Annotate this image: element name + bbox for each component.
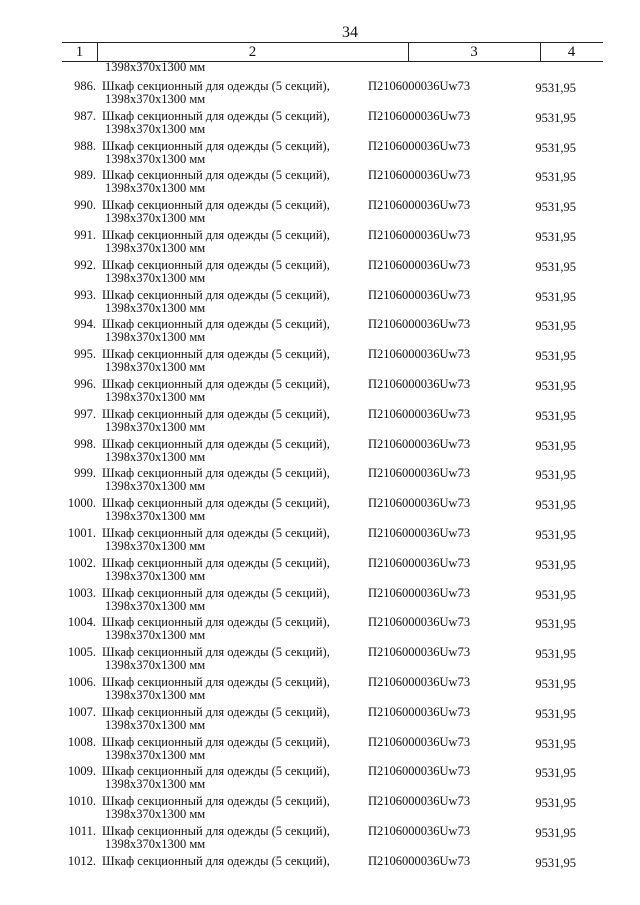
row-description: Шкаф секционный для одежды (5 секций), xyxy=(102,704,330,719)
row-dimensions: 1398x370x1300 мм xyxy=(105,628,206,643)
row-description: Шкаф секционный для одежды (5 секций), xyxy=(102,824,330,838)
row-dimensions: 1398x370x1300 мм xyxy=(105,807,206,822)
row-dimensions: 1398x370x1300 мм xyxy=(105,390,206,404)
row-code: П2106000036Uw73 xyxy=(368,108,471,123)
row-description: Шкаф секционный для одежды (5 секций), xyxy=(102,257,330,272)
table-row xyxy=(0,256,640,286)
table-row xyxy=(0,822,640,852)
table-row xyxy=(0,226,640,256)
row-code: П2106000036Uw73 xyxy=(368,347,471,362)
row-number: 991. xyxy=(74,228,96,242)
row-number: 999. xyxy=(74,466,96,481)
row-code: П2106000036Uw73 xyxy=(368,138,471,153)
row-number: 998. xyxy=(74,436,96,451)
row-code: П2106000036Uw73 xyxy=(368,198,471,213)
row-description: Шкаф секционный для одежды (5 секций), xyxy=(102,764,330,779)
table-row xyxy=(0,494,640,524)
row-description: Шкаф секционный для одежды (5 секций), xyxy=(102,734,330,749)
row-code: П2106000036Uw73 xyxy=(368,794,471,809)
row-code: П2106000036Uw73 xyxy=(368,704,471,719)
row-number: 1005. xyxy=(67,645,96,660)
row-description: Шкаф секционный для одежды (5 секций), xyxy=(102,168,330,183)
row-dimensions: 1398x370x1300 мм xyxy=(105,300,206,315)
row-dimensions: 1398x370x1300 мм xyxy=(105,688,206,702)
header-divider xyxy=(408,43,409,61)
row-number: 992. xyxy=(74,257,96,272)
row-code: П2106000036Uw73 xyxy=(368,526,471,540)
row-price: 9531,95 xyxy=(535,647,576,662)
row-code: П2106000036Uw73 xyxy=(368,317,471,332)
row-number: 1003. xyxy=(67,585,96,600)
header-divider xyxy=(540,43,541,61)
row-price: 9531,95 xyxy=(535,587,576,602)
row-dimensions: 1398x370x1300 мм xyxy=(105,211,206,226)
row-description: Шкаф секционный для одежды (5 секций), xyxy=(102,228,330,242)
row-dimensions: 1398x370x1300 мм xyxy=(105,270,206,285)
table-row xyxy=(0,315,640,345)
row-number: 996. xyxy=(74,377,96,391)
row-price: 9531,95 xyxy=(535,617,576,632)
table-row xyxy=(0,107,640,137)
table-row xyxy=(0,375,640,405)
table-row xyxy=(0,554,640,584)
row-description: Шкаф секционный для одежды (5 секций), xyxy=(102,406,330,421)
row-price: 9531,95 xyxy=(535,498,576,513)
row-code: П2106000036Uw73 xyxy=(368,377,471,391)
table-row xyxy=(0,166,640,196)
row-dimensions: 1398x370x1300 мм xyxy=(105,92,206,106)
row-price: 9531,95 xyxy=(535,319,576,334)
table-row xyxy=(0,464,640,494)
row-number: 1006. xyxy=(67,675,96,689)
row-description: Шкаф секционный для одежды (5 секций), xyxy=(102,675,330,689)
page-number: 34 xyxy=(342,24,358,41)
row-number: 995. xyxy=(74,347,96,362)
row-number: 989. xyxy=(74,168,96,183)
table-row xyxy=(0,405,640,435)
row-code: П2106000036Uw73 xyxy=(368,228,471,242)
row-description: Шкаф секционный для одежды (5 секций), xyxy=(102,555,330,570)
row-code: П2106000036Uw73 xyxy=(368,496,471,511)
row-dimensions: 1398x370x1300 мм xyxy=(105,598,206,613)
row-description: Шкаф секционный для одежды (5 секций), xyxy=(102,615,330,630)
row-code: П2106000036Uw73 xyxy=(368,824,471,838)
row-code: П2106000036Uw73 xyxy=(368,615,471,630)
table-row xyxy=(0,613,640,643)
row-dimensions: 1398x370x1300 мм xyxy=(105,419,206,434)
row-number: 986. xyxy=(74,79,96,93)
row-dimensions: 1398x370x1300 мм xyxy=(105,777,206,792)
continuation-line: 1398x370x1300 мм xyxy=(105,60,206,74)
row-number: 1007. xyxy=(67,704,96,719)
row-dimensions: 1398x370x1300 мм xyxy=(105,360,206,375)
row-number: 988. xyxy=(74,138,96,153)
row-price: 9531,95 xyxy=(535,200,576,215)
table-row xyxy=(0,673,640,703)
row-description: Шкаф секционный для одежды (5 секций), xyxy=(102,496,330,511)
table-row xyxy=(0,435,640,465)
row-price: 9531,95 xyxy=(535,259,576,274)
row-description: Шкаф секционный для одежды (5 секций), xyxy=(102,138,330,153)
row-dimensions: 1398x370x1300 мм xyxy=(105,330,206,345)
row-code: П2106000036Uw73 xyxy=(368,79,471,93)
row-description: Шкаф секционный для одежды (5 секций), xyxy=(102,317,330,332)
row-description: Шкаф секционный для одежды (5 секций), xyxy=(102,645,330,660)
row-code: П2106000036Uw73 xyxy=(368,555,471,570)
row-price: 9531,95 xyxy=(535,379,576,393)
row-description: Шкаф секционный для одежды (5 секций), xyxy=(102,377,330,391)
row-code: П2106000036Uw73 xyxy=(368,853,471,868)
row-description: Шкаф секционный для одежды (5 секций), xyxy=(102,79,330,93)
row-description: Шкаф секционный для одежды (5 секций), xyxy=(102,526,330,540)
row-number: 1000. xyxy=(67,496,96,511)
row-price: 9531,95 xyxy=(535,408,576,423)
row-price: 9531,95 xyxy=(535,289,576,304)
row-number: 993. xyxy=(74,287,96,302)
header-divider xyxy=(97,43,98,61)
row-price: 9531,95 xyxy=(535,677,576,691)
row-code: П2106000036Uw73 xyxy=(368,675,471,689)
row-number: 1008. xyxy=(67,734,96,749)
row-number: 1012. xyxy=(67,853,96,868)
row-dimensions: 1398x370x1300 мм xyxy=(105,509,206,524)
row-number: 1009. xyxy=(67,764,96,779)
row-dimensions: 1398x370x1300 мм xyxy=(105,539,206,553)
table-row xyxy=(0,286,640,316)
row-code: П2106000036Uw73 xyxy=(368,645,471,660)
row-code: П2106000036Uw73 xyxy=(368,287,471,302)
row-number: 990. xyxy=(74,198,96,213)
row-dimensions: 1398x370x1300 мм xyxy=(105,837,206,851)
table-row xyxy=(0,524,640,554)
row-number: 1004. xyxy=(67,615,96,630)
row-dimensions: 1398x370x1300 мм xyxy=(105,717,206,732)
row-price: 9531,95 xyxy=(535,826,576,840)
row-description: Шкаф секционный для одежды (5 секций), xyxy=(102,198,330,213)
table-row xyxy=(0,792,640,822)
row-description: Шкаф секционный для одежды (5 секций), xyxy=(102,466,330,481)
row-description: Шкаф секционный для одежды (5 секций), xyxy=(102,347,330,362)
table-row xyxy=(0,852,640,882)
row-dimensions: 1398x370x1300 мм xyxy=(105,568,206,583)
table-row xyxy=(0,762,640,792)
row-number: 994. xyxy=(74,317,96,332)
header-col-2: 2 xyxy=(248,44,257,60)
row-description: Шкаф секционный для одежды (5 секций), xyxy=(102,794,330,809)
table-row xyxy=(0,196,640,226)
row-number: 997. xyxy=(74,406,96,421)
row-number: 1001. xyxy=(67,526,96,540)
row-dimensions: 1398x370x1300 мм xyxy=(105,181,206,196)
row-price: 9531,95 xyxy=(535,170,576,185)
table-row xyxy=(0,77,640,107)
header-col-1: 1 xyxy=(75,44,84,60)
row-description: Шкаф секционный для одежды (5 секций), xyxy=(102,436,330,451)
row-dimensions: 1398x370x1300 мм xyxy=(105,747,206,762)
row-code: П2106000036Uw73 xyxy=(368,436,471,451)
table-header xyxy=(62,42,603,62)
table-row xyxy=(0,137,640,167)
row-dimensions: 1398x370x1300 мм xyxy=(105,658,206,673)
row-price: 9531,95 xyxy=(535,110,576,125)
row-price: 9531,95 xyxy=(535,855,576,870)
row-price: 9531,95 xyxy=(535,349,576,364)
table-row xyxy=(0,643,640,673)
table-row xyxy=(0,703,640,733)
row-number: 1002. xyxy=(67,555,96,570)
row-price: 9531,95 xyxy=(535,140,576,155)
row-number: 1011. xyxy=(68,824,96,838)
header-col-3: 3 xyxy=(470,44,478,60)
header-col-4: 4 xyxy=(567,44,576,60)
row-price: 9531,95 xyxy=(535,230,576,244)
row-code: П2106000036Uw73 xyxy=(368,764,471,779)
table-row xyxy=(0,584,640,614)
row-description: Шкаф секционный для одежды (5 секций), xyxy=(102,853,330,868)
row-dimensions: 1398x370x1300 мм xyxy=(105,479,206,494)
row-code: П2106000036Uw73 xyxy=(368,585,471,600)
table-row xyxy=(0,733,640,763)
row-price: 9531,95 xyxy=(535,81,576,95)
row-dimensions: 1398x370x1300 мм xyxy=(105,241,206,255)
row-number: 987. xyxy=(74,108,96,123)
row-dimensions: 1398x370x1300 мм xyxy=(105,121,206,136)
row-description: Шкаф секционный для одежды (5 секций), xyxy=(102,108,330,123)
row-code: П2106000036Uw73 xyxy=(368,734,471,749)
row-price: 9531,95 xyxy=(535,528,576,542)
row-price: 9531,95 xyxy=(535,468,576,483)
row-dimensions: 1398x370x1300 мм xyxy=(105,151,206,166)
row-price: 9531,95 xyxy=(535,438,576,453)
row-description: Шкаф секционный для одежды (5 секций), xyxy=(102,287,330,302)
row-code: П2106000036Uw73 xyxy=(368,257,471,272)
row-description: Шкаф секционный для одежды (5 секций), xyxy=(102,585,330,600)
row-dimensions: 1398x370x1300 мм xyxy=(105,449,206,464)
table-row xyxy=(0,345,640,375)
row-number: 1010. xyxy=(67,794,96,809)
row-price: 9531,95 xyxy=(535,557,576,572)
row-code: П2106000036Uw73 xyxy=(368,168,471,183)
row-code: П2106000036Uw73 xyxy=(368,406,471,421)
row-price: 9531,95 xyxy=(535,796,576,811)
row-price: 9531,95 xyxy=(535,706,576,721)
row-price: 9531,95 xyxy=(535,766,576,781)
row-price: 9531,95 xyxy=(535,736,576,751)
row-code: П2106000036Uw73 xyxy=(368,466,471,481)
